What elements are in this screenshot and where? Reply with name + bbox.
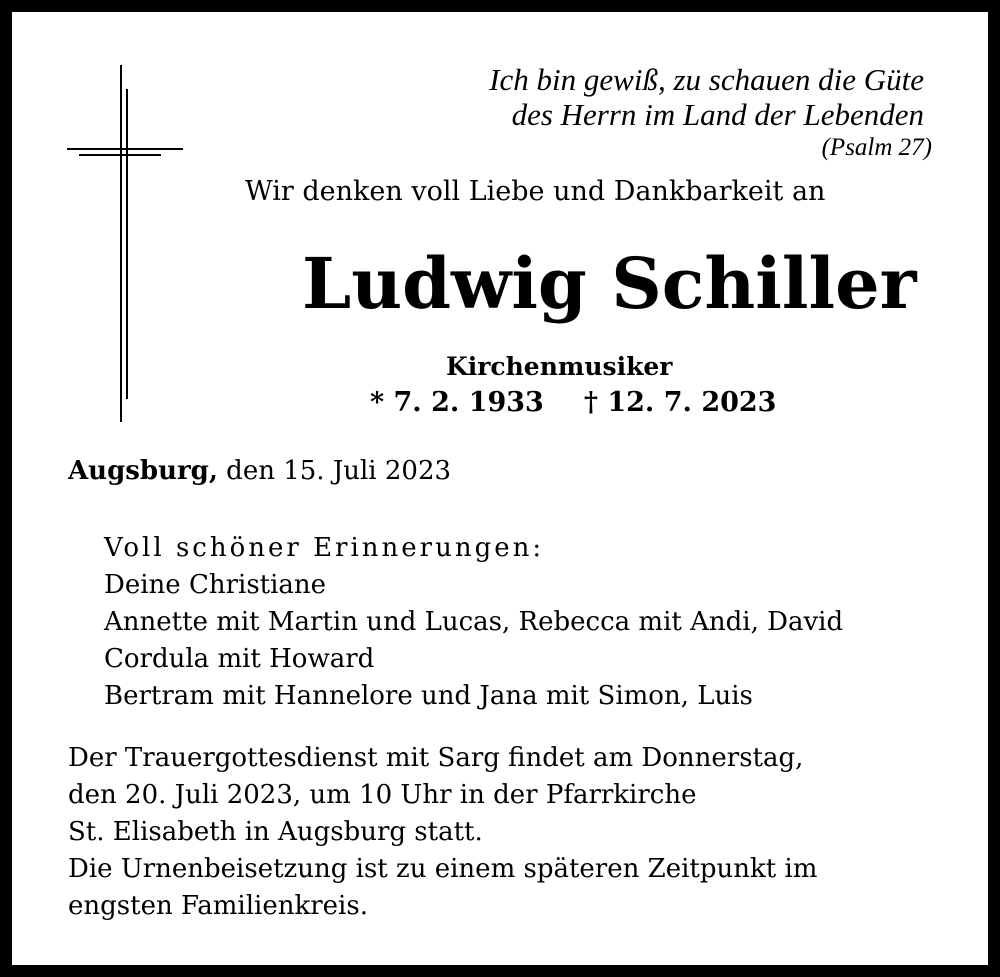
verse-line: Ich bin gewiß, zu schauen die Güte	[489, 62, 924, 97]
place-and-date	[68, 456, 451, 486]
verse-source: (Psalm 27)	[821, 134, 932, 161]
deceased-name: Ludwig Schiller	[302, 242, 917, 325]
service-info	[68, 740, 817, 925]
mourner-line: Deine Christiane	[104, 570, 327, 600]
psalm-verse	[489, 62, 924, 132]
death-date: † 12. 7. 2023	[583, 387, 777, 418]
service-line: Der Trauergottesdienst mit Sarg findet am Donnerstag,	[68, 743, 804, 773]
service-line: St. Elisabeth in Augsburg statt.	[68, 817, 483, 847]
life-dates	[370, 387, 776, 418]
place: Augsburg,	[68, 456, 218, 486]
birth-date: * 7. 2. 1933	[370, 387, 544, 418]
mourners-section	[104, 530, 843, 715]
intro-text: Wir denken voll Liebe und Dankbarkeit an	[245, 176, 826, 207]
notice-date: den 15. Juli 2023	[226, 456, 452, 486]
mourner-line: Cordula mit Howard	[104, 644, 375, 674]
mourner-line: Bertram mit Hannelore und Jana mit Simon, Luis	[104, 681, 753, 711]
mourners-heading: Voll schöner Erinnerungen:	[104, 533, 545, 563]
mourner-line: Annette mit Martin und Lucas, Rebecca mit Andi, David	[104, 607, 844, 637]
service-line: engsten Familienkreis.	[68, 891, 368, 921]
verse-line: des Herrn im Land der Lebenden	[511, 97, 924, 132]
service-line: den 20. Juli 2023, um 10 Uhr in der Pfarrkirche	[68, 780, 697, 810]
service-line: Die Urnenbeisetzung ist zu einem späteren Zeitpunkt im	[68, 854, 818, 884]
profession: Kirchenmusiker	[446, 352, 673, 381]
